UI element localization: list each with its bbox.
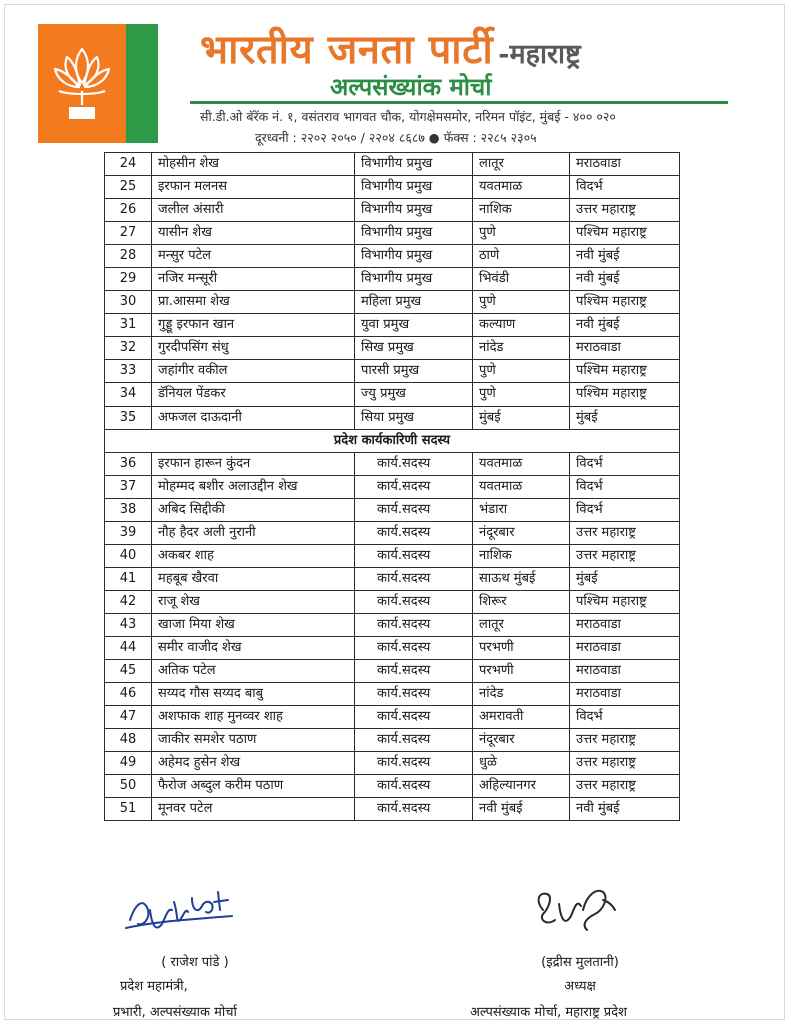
table-row [105,314,680,337]
member-city: लातूर [473,153,570,176]
member-name: अबिद सिद्दीकी [152,498,355,521]
row-number: 39 [105,521,152,544]
member-role: विभागीय प्रमुख [355,153,473,176]
row-number: 50 [105,775,152,798]
member-name: नौह हैदर अली नुरानी [152,521,355,544]
member-role: पारसी प्रमुख [355,360,473,383]
member-role: कार्य.सदस्य [355,775,473,798]
row-number: 30 [105,291,152,314]
member-role: विभागीय प्रमुख [355,268,473,291]
member-role: कार्य.सदस्य [355,498,473,521]
row-number: 28 [105,245,152,268]
member-city: यवतमाळ [473,475,570,498]
row-number: 41 [105,567,152,590]
member-division: मराठवाडा [570,636,680,659]
member-name: नजिर मन्सूरी [152,268,355,291]
member-city: नवी मुंबई [473,798,570,821]
left-signatory-title: प्रदेश महामंत्री, [120,979,188,994]
member-name: फैरोज अब्दुल करीम पठाण [152,775,355,798]
member-role: कार्य.सदस्य [355,706,473,729]
member-role: कार्य.सदस्य [355,660,473,683]
member-name: इरफान हारून कुंदन [152,452,355,475]
member-division: उत्तर महाराष्ट्र [570,752,680,775]
table-row [105,775,680,798]
member-division: नवी मुंबई [570,268,680,291]
table-row [105,176,680,199]
member-role: महिला प्रमुख [355,291,473,314]
member-city: भंडारा [473,498,570,521]
member-table [104,152,680,821]
row-number: 48 [105,729,152,752]
member-name: मोहम्मद बशीर अलाउद्दीन शेख [152,475,355,498]
member-name: जाकीर समशेर पठाण [152,729,355,752]
wing-name: अल्पसंख्यांक मोर्चा [330,72,492,101]
member-division: पश्चिम महाराष्ट्र [570,360,680,383]
member-division: उत्तर महाराष्ट्र [570,199,680,222]
table-row [105,383,680,406]
member-name: अकबर शाह [152,544,355,567]
row-number: 49 [105,752,152,775]
member-division: पश्चिम महाराष्ट्र [570,291,680,314]
row-number: 35 [105,406,152,429]
row-number: 31 [105,314,152,337]
table-row [105,291,680,314]
row-number: 38 [105,498,152,521]
table-row [105,752,680,775]
member-city: नांदेड [473,683,570,706]
table-row [105,452,680,475]
member-role: कार्य.सदस्य [355,567,473,590]
member-role: विभागीय प्रमुख [355,222,473,245]
member-name: इरफान मलनस [152,176,355,199]
member-city: अमरावती [473,706,570,729]
member-role: विभागीय प्रमुख [355,199,473,222]
member-division: मुंबई [570,567,680,590]
member-name: सय्यद गौस सय्यद बाबु [152,683,355,706]
member-city: अहिल्यानगर [473,775,570,798]
signature-right [525,880,625,940]
table-row [105,544,680,567]
member-role: कार्य.सदस्य [355,636,473,659]
table-row [105,567,680,590]
row-number: 36 [105,452,152,475]
party-region: -महाराष्ट्र [498,39,581,70]
section-row [105,429,680,452]
member-city: मुंबई [473,406,570,429]
member-name: राजू शेख [152,590,355,613]
member-division: मराठवाडा [570,683,680,706]
member-name: गुड्डू इरफान खान [152,314,355,337]
member-role: विभागीय प्रमुख [355,245,473,268]
member-name: महबूब खैरवा [152,567,355,590]
member-name: गुरदीपसिंग संधु [152,337,355,360]
row-number: 25 [105,176,152,199]
office-address: सी.डी.ओ बॅरॅक नं. १, वसंतराव भागवत चौक, योगक्षेमसमोर, नरिमन पॉइंट, मुंबई - ४०० ०२० [200,109,616,124]
row-number: 27 [105,222,152,245]
row-number: 40 [105,544,152,567]
member-name: जलील अंसारी [152,199,355,222]
table-row [105,683,680,706]
section-heading: प्रदेश कार्यकारिणी सदस्य [105,429,680,452]
row-number: 51 [105,798,152,821]
member-division: मराठवाडा [570,660,680,683]
member-name: अतिक पटेल [152,660,355,683]
member-role: कार्य.सदस्य [355,798,473,821]
member-city: शिरूर [473,590,570,613]
member-name: अशफाक शाह मुनव्वर शाह [152,706,355,729]
member-division: पश्चिम महाराष्ट्र [570,590,680,613]
row-number: 29 [105,268,152,291]
row-number: 44 [105,636,152,659]
member-role: कार्य.सदस्य [355,590,473,613]
member-division: पश्चिम महाराष्ट्र [570,222,680,245]
row-number: 43 [105,613,152,636]
member-name: डॅनियल पेंडकर [152,383,355,406]
member-city: पुणे [473,291,570,314]
member-city: पुणे [473,383,570,406]
member-city: नाशिक [473,199,570,222]
party-title [200,20,581,75]
member-role: कार्य.सदस्य [355,683,473,706]
table-row [105,475,680,498]
member-name: जहांगीर वकील [152,360,355,383]
member-city: यवतमाळ [473,176,570,199]
table-row [105,268,680,291]
member-division: मुंबई [570,406,680,429]
member-role: युवा प्रमुख [355,314,473,337]
member-role: कार्य.सदस्य [355,544,473,567]
member-role: विभागीय प्रमुख [355,176,473,199]
member-division: विदर्भ [570,706,680,729]
member-division: पश्चिम महाराष्ट्र [570,383,680,406]
member-role: कार्य.सदस्य [355,475,473,498]
table-row [105,636,680,659]
member-table-body [105,153,680,821]
member-city: कल्याण [473,314,570,337]
member-role: ज्यु प्रमुख [355,383,473,406]
row-number: 33 [105,360,152,383]
table-row [105,521,680,544]
table-row [105,590,680,613]
table-row [105,199,680,222]
row-number: 45 [105,660,152,683]
member-division: उत्तर महाराष्ट्र [570,544,680,567]
member-city: धुळे [473,752,570,775]
member-city: पुणे [473,360,570,383]
member-role: कार्य.सदस्य [355,452,473,475]
member-division: मराठवाडा [570,153,680,176]
row-number: 46 [105,683,152,706]
table-row [105,222,680,245]
lotus-icon [49,43,115,125]
table-row [105,360,680,383]
member-city: साऊथ मुंबई [473,567,570,590]
member-name: मोहसीन शेख [152,153,355,176]
party-name: भारतीय जनता पार्टी [200,26,494,73]
party-logo [38,24,158,143]
row-number: 42 [105,590,152,613]
header-rule [190,101,728,104]
member-division: उत्तर महाराष्ट्र [570,775,680,798]
row-number: 47 [105,706,152,729]
member-role: कार्य.सदस्य [355,752,473,775]
member-city: पुणे [473,222,570,245]
member-division: नवी मुंबई [570,245,680,268]
member-role: सिया प्रमुख [355,406,473,429]
member-city: परभणी [473,660,570,683]
member-division: मराठवाडा [570,613,680,636]
row-number: 24 [105,153,152,176]
member-city: परभणी [473,636,570,659]
member-role: कार्य.सदस्य [355,729,473,752]
right-signatory-title: अध्यक्ष [564,979,596,994]
member-division: विदर्भ [570,475,680,498]
member-division: विदर्भ [570,452,680,475]
member-city: भिवंडी [473,268,570,291]
table-row [105,798,680,821]
member-division: मराठवाडा [570,337,680,360]
row-number: 34 [105,383,152,406]
member-name: समीर वाजीद शेख [152,636,355,659]
left-signatory-subtitle: प्रभारी, अल्पसंख्याक मोर्चा [113,1005,237,1020]
row-number: 26 [105,199,152,222]
signature-left [122,880,242,942]
table-row [105,337,680,360]
member-city: नाशिक [473,544,570,567]
table-row [105,406,680,429]
member-name: प्रा.आसमा शेख [152,291,355,314]
member-name: खाजा मिया शेख [152,613,355,636]
left-signatory-name: ( राजेश पांडे ) [161,955,229,970]
member-city: लातूर [473,613,570,636]
right-signatory-subtitle: अल्पसंख्याक मोर्चा, महाराष्ट्र प्रदेश [470,1005,627,1020]
member-city: ठाणे [473,245,570,268]
member-role: कार्य.सदस्य [355,521,473,544]
table-row [105,498,680,521]
table-row [105,660,680,683]
member-name: यासीन शेख [152,222,355,245]
member-division: नवी मुंबई [570,798,680,821]
office-contact: दूरध्वनी : २२०२ २०५० / २२०४ ८६८७ ● फॅक्स : २२८५ २३०५ [255,130,537,145]
table-row [105,245,680,268]
member-division: उत्तर महाराष्ट्र [570,729,680,752]
member-name: मूनवर पटेल [152,798,355,821]
member-city: नांदेड [473,337,570,360]
member-name: मन्सुर पटेल [152,245,355,268]
member-city: नंदूरबार [473,729,570,752]
member-role: सिख प्रमुख [355,337,473,360]
row-number: 37 [105,475,152,498]
member-division: विदर्भ [570,498,680,521]
table-row [105,153,680,176]
member-city: नंदूरबार [473,521,570,544]
table-row [105,706,680,729]
row-number: 32 [105,337,152,360]
right-signatory-name: (इद्रीस मुलतानी) [541,955,619,970]
member-city: यवतमाळ [473,452,570,475]
member-role: कार्य.सदस्य [355,613,473,636]
table-row [105,729,680,752]
member-division: नवी मुंबई [570,314,680,337]
member-division: विदर्भ [570,176,680,199]
table-row [105,613,680,636]
member-division: उत्तर महाराष्ट्र [570,521,680,544]
member-name: अहेमद हुसेन शेख [152,752,355,775]
member-name: अफजल दाऊदानी [152,406,355,429]
